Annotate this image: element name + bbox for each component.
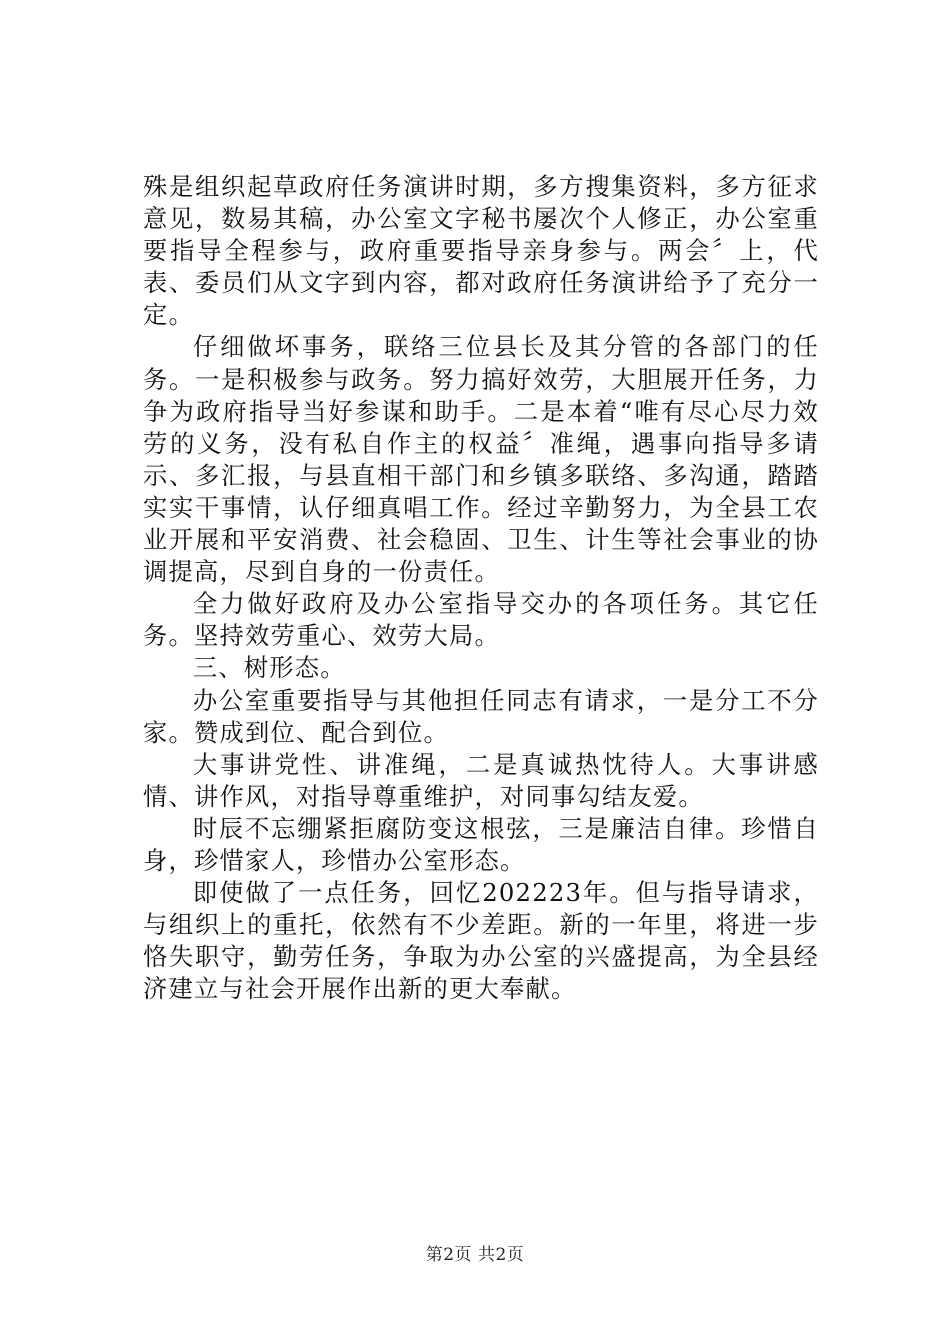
paragraph: 仔细做坏事务，联络三位县长及其分管的各部门的任务。一是积极参与政务。努力搞好效劳，大胆展开任务，力争为政府指导当好参谋和助手。二是本着“唯有尽心尽力效劳的义务，没有私自作主的权益〞准绳，遇事向指导多请示、多汇报，与县直相干部门和乡镇多联络、多沟通，踏踏实实干事情，认仔细真唱工作。经过辛勤努力，为全县工农业开展和平安消费、社会稳固、卫生、计生等社会事业的协调提高，尽到自身的一份责任。 <box>143 332 819 587</box>
paragraph: 即使做了一点任务，回忆202223年。但与指导请求，与组织上的重托，依然有不少差距。新的一年里，将进一步恪失职守，勤劳任务，争取为办公室的兴盛提高，为全县经济建立与社会开展作出新的更大奉献。 <box>143 878 819 1004</box>
paragraph: 办公室重要指导与其他担任同志有请求，一是分工不分家。赞成到位、配合到位。 <box>143 685 819 747</box>
paragraph-continuation: 殊是组织起草政府任务演讲时期，多方搜集资料，多方征求意见，数易其稿，办公室文字秘书屡次个人修正，办公室重要指导全程参与，政府重要指导亲身参与。两会〞上，代表、委员们从文字到内容，都对政府任务演讲给予了充分一定。 <box>143 172 819 330</box>
page-number-footer: 第2页 共2页 <box>425 1245 525 1265</box>
paragraph: 大事讲党性、讲准绳，二是真诚热忱待人。大事讲感情、讲作风，对指导尊重维护，对同事勾结友爱。 <box>143 749 819 811</box>
document-body <box>143 171 819 1005</box>
section-heading: 三、树形态。 <box>192 653 346 683</box>
paragraph: 时辰不忘绷紧拒腐防变这根弦，三是廉洁自律。珍惜自身，珍惜家人，珍惜办公室形态。 <box>143 813 819 875</box>
paragraph: 全力做好政府及办公室指导交办的各项任务。其它任务。坚持效劳重心、效劳大局。 <box>143 589 819 651</box>
